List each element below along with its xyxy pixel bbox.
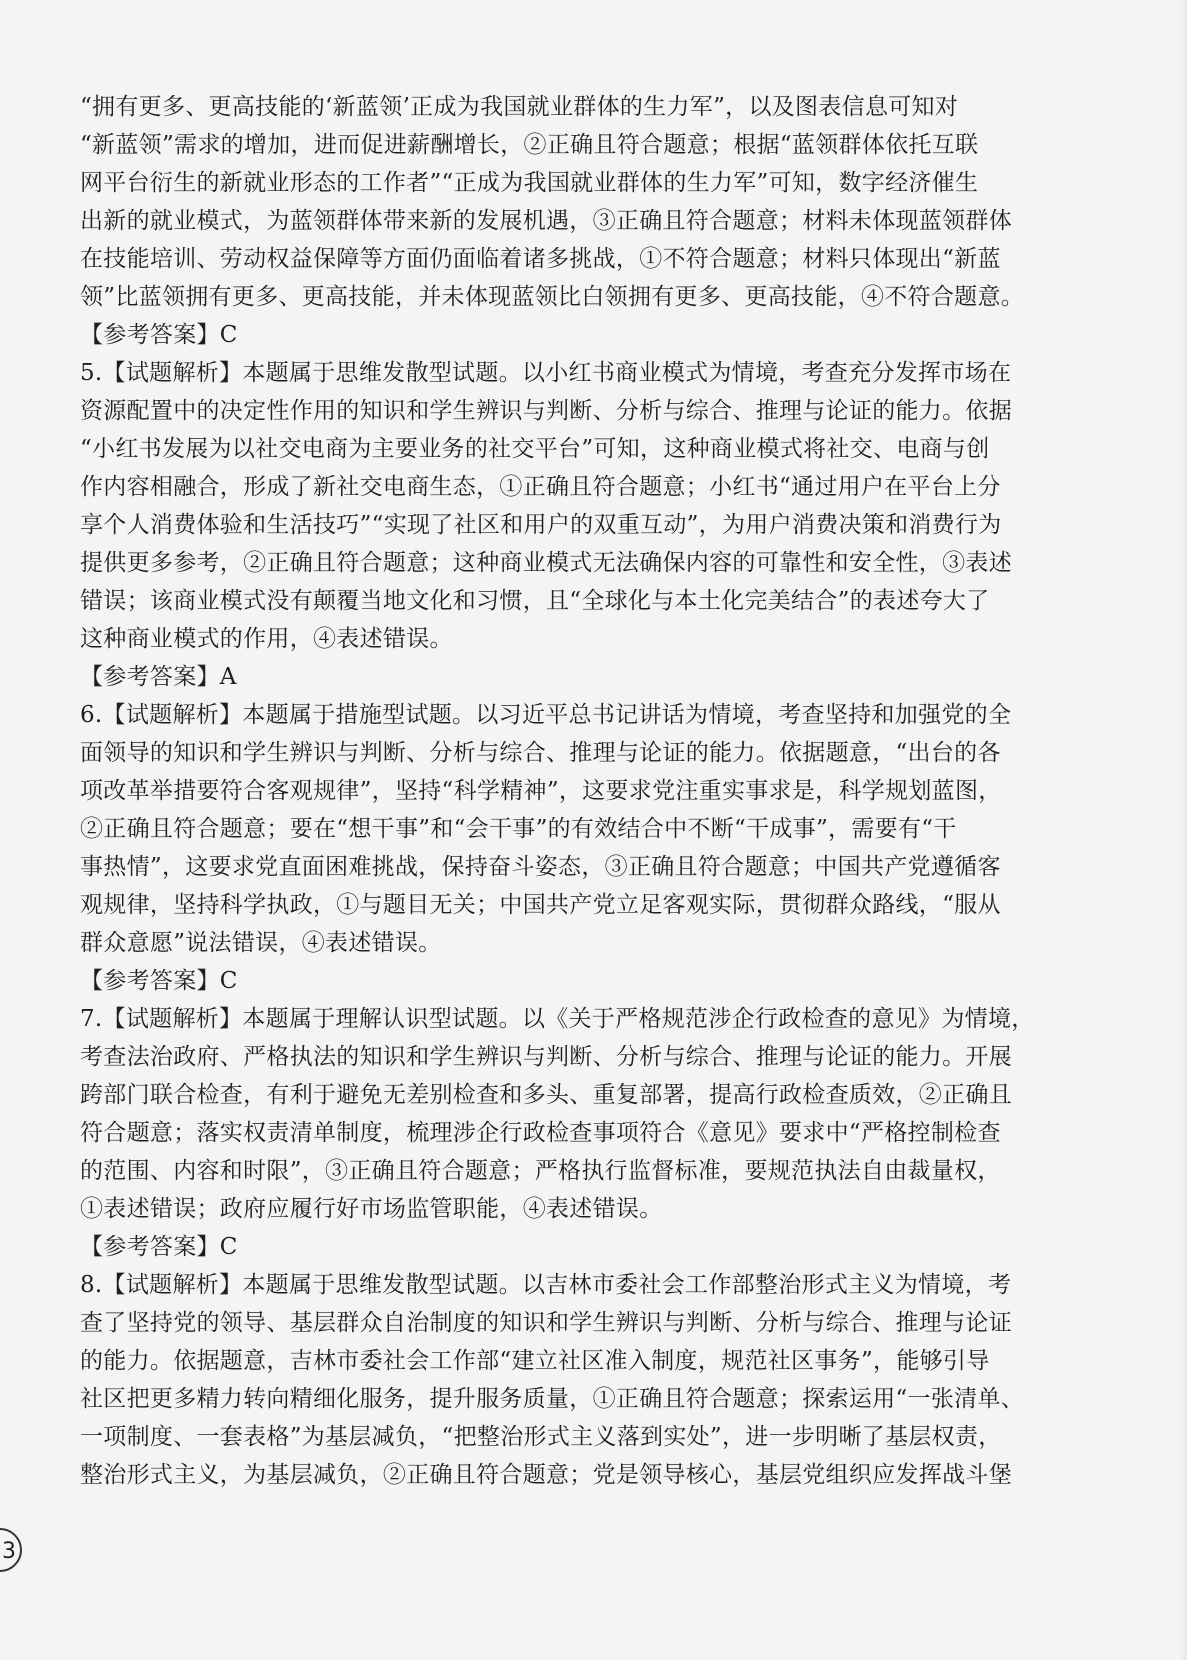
text-line: ①表述错误；政府应履行好市场监管职能，④表述错误。: [80, 1196, 663, 1222]
text-line: 群众意愿”说法错误，④表述错误。: [80, 930, 442, 956]
text-line: 跨部门联合检查，有利于避免无差别检查和多头、重复部署，提高行政检查质效，②正确且: [80, 1082, 1012, 1108]
text-line: 5.【试题解析】本题属于思维发散型试题。以小红书商业模式为情境，考查充分发挥市场在: [80, 360, 1012, 386]
text-line: 社区把更多精力转向精细化服务，提升服务质量，①正确且符合题意；探索运用“一张清单、: [80, 1386, 1025, 1412]
document-body: [80, 88, 1116, 1494]
text-line: 整治形式主义，为基层减负，②正确且符合题意；党是领导核心，基层党组织应发挥战斗堡: [80, 1462, 1012, 1488]
text-line: 8.【试题解析】本题属于思维发散型试题。以吉林市委社会工作部整治形式主义为情境，考: [80, 1272, 1012, 1298]
text-line: 【参考答案】C: [80, 322, 238, 348]
text-line: 一项制度、一套表格”为基层减负，“把整治形式主义落到实处”，进一步明晰了基层权责，: [80, 1424, 1002, 1450]
text-line: “新蓝领”需求的增加，进而促进薪酬增长，②正确且符合题意；根据“蓝领群体依托互联: [80, 132, 979, 158]
text-line: “拥有更多、更高技能的‘新蓝领’正成为我国就业群体的生力军”，以及图表信息可知对: [80, 94, 959, 120]
text-line: 资源配置中的决定性作用的知识和学生辨识与判断、分析与综合、推理与论证的能力。依据: [80, 398, 1012, 424]
text-line: 这种商业模式的作用，④表述错误。: [80, 626, 453, 652]
text-line: 的能力。依据题意，吉林市委社会工作部“建立社区准入制度，规范社区事务”，能够引导: [80, 1348, 990, 1374]
text-line: 领”比蓝领拥有更多、更高技能，并未体现蓝领比白领拥有更多、更高技能，④不符合题意。: [80, 284, 1025, 310]
text-line: 【参考答案】C: [80, 1234, 238, 1260]
text-line: 享个人消费体验和生活技巧”“实现了社区和用户的双重互动”，为用户消费决策和消费行为: [80, 512, 1002, 538]
text-line: 符合题意；落实权责清单制度，梳理涉企行政检查事项符合《意见》要求中“严格控制检查: [80, 1120, 1001, 1146]
text-line: “小红书发展为以社交电商为主要业务的社交平台”可知，这种商业模式将社交、电商与创: [80, 436, 990, 462]
text-line: 【参考答案】A: [80, 664, 237, 690]
text-line: 面领导的知识和学生辨识与判断、分析与综合、推理与论证的能力。依据题意，“出台的各: [80, 740, 1001, 766]
text-line: 6.【试题解析】本题属于措施型试题。以习近平总书记讲话为情境，考查坚持和加强党的全: [80, 702, 1012, 728]
text-line: 观规律，坚持科学执政，①与题目无关；中国共产党立足客观实际，贯彻群众路线，“服从: [80, 892, 1001, 918]
text-line: 在技能培训、劳动权益保障等方面仍面临着诸多挑战，①不符合题意；材料只体现出“新蓝: [80, 246, 1001, 272]
text-line: 出新的就业模式，为蓝领群体带来新的发展机遇，③正确且符合题意；材料未体现蓝领群体: [80, 208, 1012, 234]
text-line: 网平台衍生的新就业形态的工作者”“正成为我国就业群体的生力军”可知，数字经济催生: [80, 170, 979, 196]
text-line: 项改革举措要符合客观规律”，坚持“科学精神”，这要求党注重实事求是，科学规划蓝图，: [80, 778, 1002, 804]
page-number: 3: [0, 1528, 22, 1572]
text-line: 的范围、内容和时限”，③正确且符合题意；严格执行监督标准，要规范执法自由裁量权，: [80, 1158, 1001, 1184]
text-line: 提供更多参考，②正确且符合题意；这种商业模式无法确保内容的可靠性和安全性，③表述: [80, 550, 1012, 576]
text-line: 事热情”，这要求党直面困难挑战，保持奋斗姿态，③正确且符合题意；中国共产党遵循客: [80, 854, 1001, 880]
text-line: 作内容相融合，形成了新社交电商生态，①正确且符合题意；小红书“通过用户在平台上分: [80, 474, 1001, 500]
text-line: 7.【试题解析】本题属于理解认识型试题。以《关于严格规范涉企行政检查的意见》为情境，: [80, 1006, 1035, 1032]
text-line: 考查法治政府、严格执法的知识和学生辨识与判断、分析与综合、推理与论证的能力。开展: [80, 1044, 1012, 1070]
text-line: 查了坚持党的领导、基层群众自治制度的知识和学生辨识与判断、分析与综合、推理与论证: [80, 1310, 1012, 1336]
text-line: ②正确且符合题意；要在“想干事”和“会干事”的有效结合中不断“干成事”，需要有“干: [80, 816, 957, 842]
text-line: 错误；该商业模式没有颠覆当地文化和习惯，且“全球化与本土化完美结合”的表述夸大了: [80, 588, 990, 614]
page-edge-shadow: [1179, 0, 1187, 1660]
text-line: 【参考答案】C: [80, 968, 238, 994]
